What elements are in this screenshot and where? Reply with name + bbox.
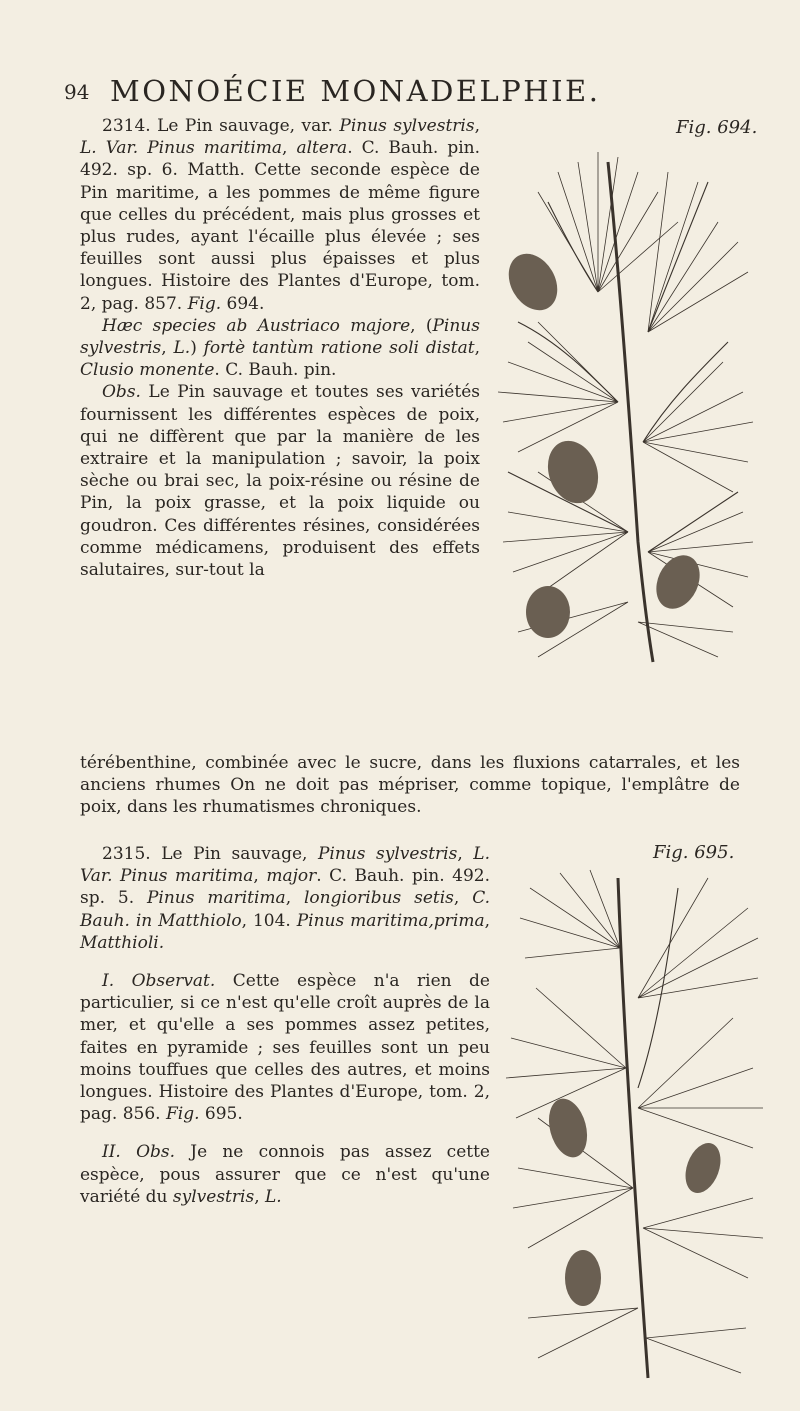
entry-2315-observation-1: I. Observat. Cette espèce n'a rien de particulier, si ce n'est qu'elle croît auprès de la mer, et qu'elle a ses pommes assez petites, faites en pyramide ; ses feuilles sont un peu moins touffues que celles des autres, et moins longues. Histoire des Plantes d'Europe, tom. 2, pag. 856. Fig. 695. [80,971,490,1125]
figure-694-label: Fig. 694. [676,117,758,138]
page-header [64,74,764,110]
entry-2315-observation-2: II. Obs. Je ne connois pas assez cette espèce, pous assurer que ce n'est qu'une variété du sylvestris, L. [80,1142,490,1207]
page-number: 94 [64,80,90,104]
entry-2315-column [80,843,490,1224]
entry-2314-para2: Hæc species ab Austriaco majore, (Pinus sylvestris, L.) fortè tantùm ratione soli distat, Clusio monente. C. Bauh. pin. [80,315,480,381]
entry-2314-column [80,115,480,581]
entry-2314-para1: 2314. Le Pin sauvage, var. Pinus sylvestris, L. Var. Pinus maritima, altera. C. Bauh. pin. 492. sp. 6. Matth. Cette seconde espèce de Pin maritime, a les pommes de même figure que celles du précédent, mais plus grosses et plus rudes, ayant l'écaille plus élevée ; ses feuilles sont aussi plus épaisses et plus longues. Histoire des Plantes d'Europe, tom. 2, pag. 857. Fig. 694. [80,116,480,314]
figure-695-label: Fig. 695. [653,842,735,863]
entry-2315-para1: 2315. Le Pin sauvage, Pinus sylvestris, L. Var. Pinus maritima, major. C. Bauh. pin. 492. sp. 5. Pinus maritima, longioribus setis, C. Bauh. in Matthiolo, 104. Pinus maritima,prima, Matthioli. [80,844,491,953]
pine-branch-illustration-695 [498,868,768,1388]
running-title: MONOÉCIE MONADELPHIE. [110,74,601,108]
entry-2314-observation-continued: térébenthine, combinée avec le sucre, dans les fluxions catarrales, et les anciens rhumes On ne doit pas mépriser, comme topique, l'emplâtre de poix, dans les rhumatismes chroniques. [80,753,740,818]
entry-2314-observation: Obs. Le Pin sauvage et toutes ses variétés fournissent les différentes espèces de poix, qui ne diffèrent que par la manière de les extraire et la manipulation ; savoir, la poix sèche ou brai sec, la poix-résine ou résine de Pin, la poix grasse, et la poix liquide ou goudron. Ces différentes résines, considérées comme médicamens, produisent des effets salutaires, sur-tout la [80,382,480,581]
pine-branch-illustration-694 [478,142,763,667]
